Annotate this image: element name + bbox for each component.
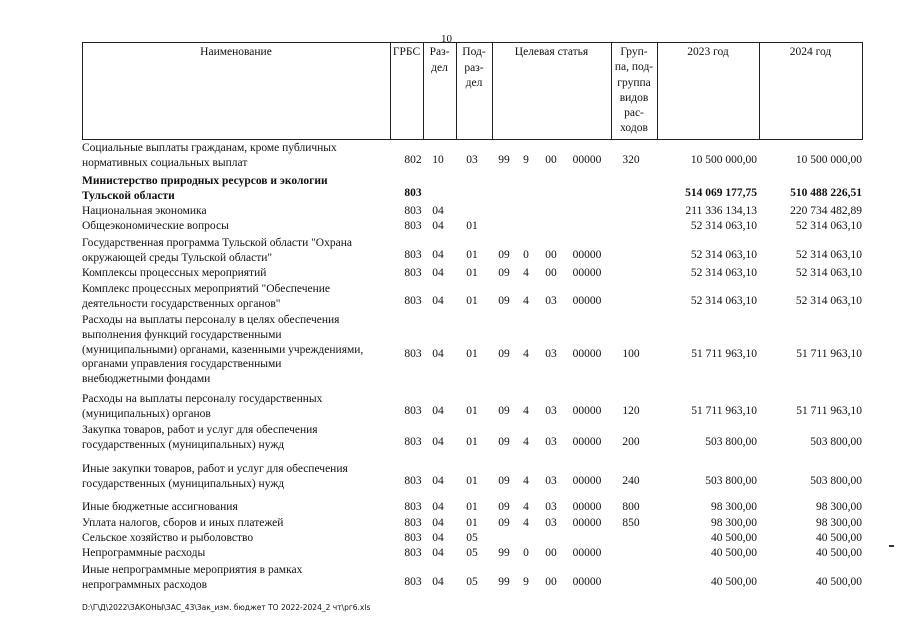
cell-a2024: 503 800,00 <box>810 435 862 448</box>
cell-t2: 4 <box>523 517 529 529</box>
cell-t1: 99 <box>498 547 510 559</box>
cell-t4: 00000 <box>572 294 602 307</box>
cell-rz: 04 <box>432 575 444 588</box>
cell-pr: 05 <box>466 547 478 559</box>
cell-a2023: 40 500,00 <box>711 547 757 559</box>
table-row <box>82 266 862 281</box>
cell-a2023: 503 800,00 <box>705 435 757 448</box>
cell-t1: 99 <box>498 575 510 588</box>
cell-t4: 00000 <box>572 267 602 279</box>
cell-a2024: 52 314 063,10 <box>795 248 862 261</box>
cell-t4: 00000 <box>572 404 602 417</box>
cell-t4: 00000 <box>572 474 602 487</box>
cell-pr: 01 <box>466 517 478 529</box>
cell-a2024: 52 314 063,10 <box>795 267 862 279</box>
table-row <box>82 282 862 312</box>
table-row <box>82 392 862 422</box>
header-group: Груп- па, под- группа видов рас- ходов <box>614 46 654 135</box>
cell-a2023: 52 314 063,10 <box>690 220 757 232</box>
table-row <box>82 531 862 546</box>
cell-t4: 00000 <box>572 517 602 529</box>
cell-t1: 09 <box>498 501 510 513</box>
header-2023: 2023 год <box>687 46 729 58</box>
cell-t3: 00 <box>545 267 557 279</box>
cell-grbs: 803 <box>404 532 422 544</box>
cell-t1: 09 <box>498 474 510 487</box>
file-path-footer: D:\Г\Д\2022\ЗАКОНЫ\ЗАС_43\Зак_изм. бюджет ТО 2022-2024_2 чт\рг6.xls <box>82 603 371 612</box>
cell-vr: 240 <box>622 474 640 487</box>
table-row <box>82 546 862 561</box>
cell-t1: 09 <box>498 267 510 279</box>
cell-grbs: 803 <box>404 435 422 448</box>
table-row <box>82 174 862 204</box>
cell-t2: 4 <box>523 294 529 307</box>
cell-a2023: 514 069 177,75 <box>685 186 757 199</box>
cell-t2: 9 <box>523 575 529 588</box>
cell-a2023: 98 300,00 <box>711 501 757 513</box>
cell-pr: 01 <box>466 474 478 487</box>
header-target: Целевая статья <box>514 46 589 58</box>
cell-grbs: 803 <box>404 501 422 513</box>
cell-t3: 03 <box>545 404 557 417</box>
cell-t4: 00000 <box>572 501 602 513</box>
cell-grbs: 803 <box>404 294 422 307</box>
row-name: Сельское хозяйство и рыболовство <box>82 532 254 544</box>
cell-rz: 04 <box>432 517 444 529</box>
cell-t2: 9 <box>523 153 529 166</box>
header-grbs: ГРБС <box>392 46 421 58</box>
cell-a2024: 10 500 000,00 <box>795 153 862 166</box>
cell-grbs: 802 <box>404 153 422 166</box>
cell-rz: 04 <box>432 348 444 360</box>
header-2024: 2024 год <box>789 46 832 58</box>
cell-t3: 03 <box>545 294 557 307</box>
row-name: Закупка товаров, работ и услуг для обеспечения государственных (муниципальных) нужд <box>82 424 318 451</box>
cell-a2023: 211 336 134,13 <box>685 205 757 217</box>
cell-a2024: 52 314 063,10 <box>795 294 862 307</box>
cell-rz: 04 <box>432 404 444 417</box>
cell-vr: 100 <box>622 348 640 360</box>
cell-t1: 09 <box>498 435 510 448</box>
cell-t1: 09 <box>498 517 510 529</box>
cell-rz: 04 <box>432 474 444 487</box>
cell-t4: 00000 <box>572 575 602 588</box>
cell-a2024: 51 711 963,10 <box>796 348 862 360</box>
row-name: Комплекс процессных мероприятий "Обеспечение деятельности государственных органов" <box>82 283 331 310</box>
header-podrazdel: Под- раз- дел <box>462 46 486 90</box>
cell-t3: 03 <box>545 348 557 360</box>
table-row <box>82 423 862 453</box>
cell-a2024: 52 314 063,10 <box>795 220 862 232</box>
cell-vr: 200 <box>622 435 640 448</box>
row-name: Комплексы процессных мероприятий <box>82 267 267 279</box>
table-row <box>82 141 862 171</box>
cell-t3: 00 <box>545 248 557 261</box>
cell-pr: 01 <box>466 435 478 448</box>
cell-t1: 09 <box>498 248 510 261</box>
cell-t4: 00000 <box>572 248 602 261</box>
cell-t3: 00 <box>545 153 557 166</box>
cell-a2023: 40 500,00 <box>711 575 757 588</box>
table-row <box>82 516 862 531</box>
cell-pr: 01 <box>466 267 478 279</box>
cell-grbs: 803 <box>404 186 422 199</box>
cell-a2023: 40 500,00 <box>711 532 757 544</box>
row-name: Непрограммные расходы <box>82 547 206 559</box>
cell-t1: 99 <box>498 153 510 166</box>
cell-grbs: 803 <box>404 575 422 588</box>
cell-a2023: 503 800,00 <box>705 474 757 487</box>
cell-t1: 09 <box>498 294 510 307</box>
cell-a2023: 52 314 063,10 <box>690 267 757 279</box>
cell-t2: 4 <box>523 404 529 417</box>
cell-a2023: 51 711 963,10 <box>691 404 757 417</box>
cell-a2024: 503 800,00 <box>810 474 862 487</box>
cell-a2024: 510 488 226,51 <box>790 186 862 199</box>
row-name: Иные закупки товаров, работ и услуг для обеспечения государственных (муниципальных) нужд <box>82 463 348 490</box>
cell-pr: 01 <box>466 501 478 513</box>
cell-vr: 120 <box>622 404 640 417</box>
cell-pr: 03 <box>466 153 478 166</box>
cell-a2023: 51 711 963,10 <box>691 348 757 360</box>
cell-a2023: 52 314 063,10 <box>690 294 757 307</box>
cell-t3: 03 <box>545 517 557 529</box>
cell-a2023: 10 500 000,00 <box>690 153 757 166</box>
cell-grbs: 803 <box>404 220 422 232</box>
page-number: 10 <box>441 33 452 45</box>
cell-rz: 10 <box>432 153 444 166</box>
cell-vr: 850 <box>622 517 640 529</box>
cell-pr: 01 <box>466 348 478 360</box>
cell-grbs: 803 <box>404 248 422 261</box>
row-name: Иные непрограммные мероприятия в рамках непрограммных расходов <box>82 564 303 591</box>
cell-rz: 04 <box>432 267 444 279</box>
table-row <box>82 313 862 387</box>
cell-grbs: 803 <box>404 348 422 360</box>
cell-a2023: 52 314 063,10 <box>690 248 757 261</box>
cell-a2024: 40 500,00 <box>816 575 862 588</box>
cell-t2: 0 <box>523 248 529 261</box>
cell-a2024: 220 734 482,89 <box>790 205 862 217</box>
cell-t3: 00 <box>545 547 557 559</box>
cell-t3: 03 <box>545 474 557 487</box>
table-row <box>82 500 862 515</box>
cell-t2: 4 <box>523 435 529 448</box>
cell-vr: 800 <box>622 501 640 513</box>
cell-grbs: 803 <box>404 517 422 529</box>
cell-t1: 09 <box>498 348 510 360</box>
cell-t1: 09 <box>498 404 510 417</box>
cell-pr: 01 <box>466 294 478 307</box>
cell-a2024: 40 500,00 <box>816 532 862 544</box>
cell-rz: 04 <box>432 547 444 559</box>
cell-grbs: 803 <box>404 404 422 417</box>
margin-mark <box>889 545 894 547</box>
cell-t2: 0 <box>523 547 529 559</box>
cell-t2: 4 <box>523 267 529 279</box>
cell-grbs: 803 <box>404 547 422 559</box>
header-razdel: Раз- дел <box>429 46 450 74</box>
cell-a2024: 98 300,00 <box>816 501 862 513</box>
cell-t3: 03 <box>545 501 557 513</box>
row-name: Социальные выплаты гражданам, кроме публичных нормативных социальных выплат <box>82 142 337 169</box>
cell-rz: 04 <box>432 248 444 261</box>
cell-a2024: 40 500,00 <box>816 547 862 559</box>
table-row <box>82 563 862 593</box>
cell-grbs: 803 <box>404 474 422 487</box>
cell-pr: 05 <box>466 532 478 544</box>
row-name: Общеэкономические вопросы <box>82 220 229 232</box>
cell-vr: 320 <box>622 153 640 166</box>
cell-a2023: 98 300,00 <box>711 517 757 529</box>
cell-t3: 00 <box>545 575 557 588</box>
cell-rz: 04 <box>432 205 444 217</box>
cell-pr: 01 <box>466 404 478 417</box>
cell-rz: 04 <box>432 294 444 307</box>
cell-t2: 4 <box>523 501 529 513</box>
table-row <box>82 236 862 266</box>
row-name: Уплата налогов, сборов и иных платежей <box>82 517 284 529</box>
cell-rz: 04 <box>432 435 444 448</box>
cell-pr: 01 <box>466 248 478 261</box>
row-name: Расходы на выплаты персоналу государственных (муниципальных) органов <box>82 393 323 420</box>
table-row <box>82 204 862 219</box>
row-name: Расходы на выплаты персоналу в целях обеспечения выполнения функций государственными (муниципальными) органами, казенными учреждениями, органами управления государственными внебюджетными фондами <box>82 314 364 386</box>
cell-t4: 00000 <box>572 435 602 448</box>
row-name: Министерство природных ресурсов и экологии Тульской области <box>82 175 328 202</box>
cell-t3: 03 <box>545 435 557 448</box>
cell-pr: 05 <box>466 575 478 588</box>
cell-rz: 04 <box>432 220 444 232</box>
cell-t4: 00000 <box>572 348 602 360</box>
cell-a2024: 51 711 963,10 <box>796 404 862 417</box>
row-name: Иные бюджетные ассигнования <box>82 501 238 513</box>
cell-a2024: 98 300,00 <box>816 517 862 529</box>
row-name: Государственная программа Тульской области "Охрана окружающей среды Тульской области" <box>82 237 352 264</box>
cell-grbs: 803 <box>404 267 422 279</box>
cell-rz: 04 <box>432 501 444 513</box>
row-name: Национальная экономика <box>82 205 207 217</box>
cell-rz: 04 <box>432 532 444 544</box>
cell-grbs: 803 <box>404 205 422 217</box>
cell-t4: 00000 <box>572 547 602 559</box>
header-name: Наименование <box>200 46 272 58</box>
cell-t4: 00000 <box>572 153 602 166</box>
cell-t2: 4 <box>523 474 529 487</box>
cell-pr: 01 <box>466 220 478 232</box>
table-row <box>82 462 862 492</box>
table-row <box>82 219 862 234</box>
cell-t2: 4 <box>523 348 529 360</box>
